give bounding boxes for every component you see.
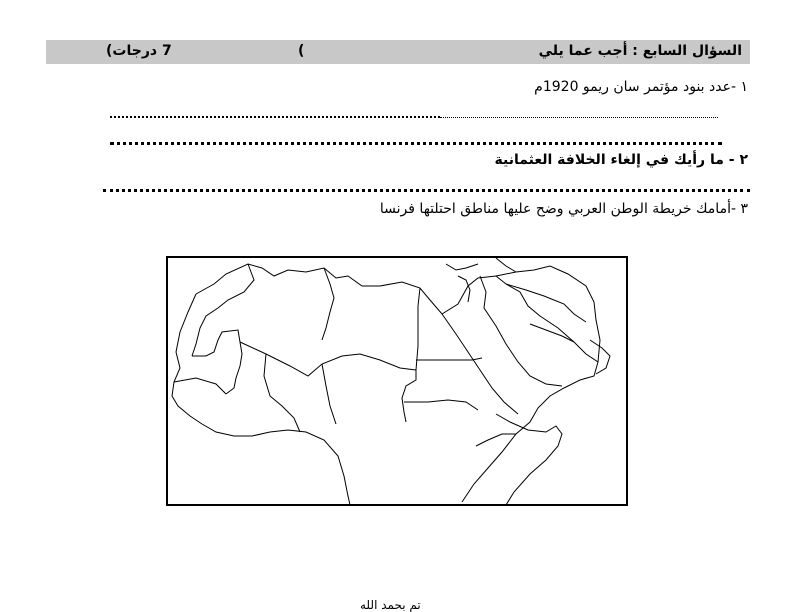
answer-line-1b [440,117,718,118]
question-1: ١ -عدد بنود مؤتمر سان ريمو 1920م [534,79,748,95]
question-2: ٢ - ما رأيك في إلغاء الخلافة العثمانية [494,152,748,168]
score-open-paren: ( [298,43,305,59]
arab-world-outline-map-icon [166,256,628,506]
question-header-bar [46,40,750,64]
answer-line-2 [103,189,750,192]
footer-text: تم بحمد الله [360,598,421,612]
arab-world-map [166,256,628,506]
answer-line-1c [110,142,722,145]
question-3: ٣ -أمامك خريطة الوطن العربي وضح عليها مناطق احتلتها فرنسا [379,201,748,217]
answer-line-1a [110,116,440,118]
question-score: 7 درجات) [106,43,172,59]
question-title: السؤال السابع : أجب عما يلي [538,43,742,59]
